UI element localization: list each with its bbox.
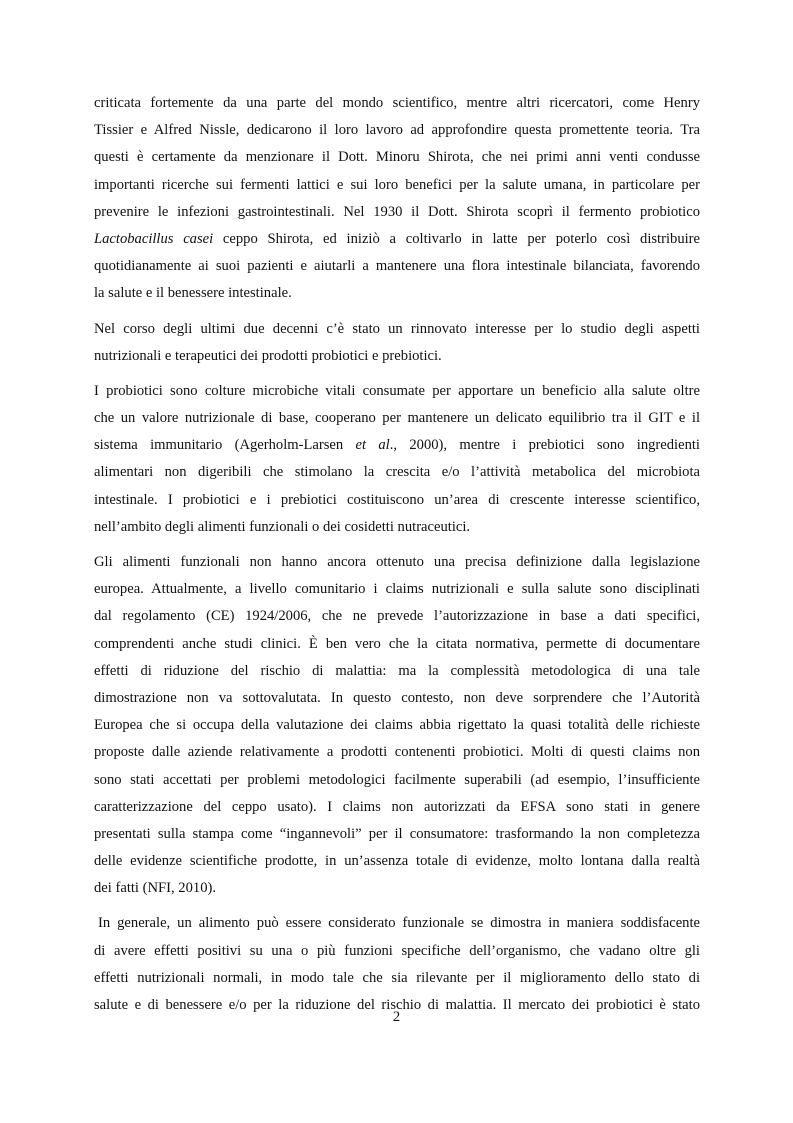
text-line	[94, 280, 700, 307]
text-run: caratterizzazione del ceppo usato). I claims non autorizzati da EFSA sono stati in genere	[94, 798, 700, 815]
text-run: effetti nutrizionali normali, in modo tale che sia rilevante per il miglioramento dello stato di	[94, 969, 700, 986]
text-line	[94, 253, 700, 280]
text-run: dei fatti (NFI, 2010).	[94, 880, 216, 897]
body-paragraph	[94, 910, 700, 1019]
text-line	[94, 658, 700, 685]
text-line	[94, 965, 700, 992]
text-run: Europea che si occupa della valutazione dei claims abbia rigettato la quasi totalità delle richieste	[94, 717, 700, 734]
text-run: Tissier e Alfred Nissle, dedicarono il loro lavoro ad approfondire questa promettente teoria. Tra	[94, 122, 700, 139]
text-run: che un valore nutrizionale di base, cooperano per mantenere un delicato equilibrio tra il GIT e il	[94, 410, 700, 427]
text-run: la salute e il benessere intestinale.	[94, 285, 292, 302]
text-line	[94, 90, 700, 117]
text-line	[94, 821, 700, 848]
text-run: di avere effetti positivi su una o più funzioni specifiche dell’organismo, che vadano oltre gli	[94, 942, 700, 959]
text-line	[94, 343, 700, 370]
body-paragraph	[94, 549, 700, 902]
body-paragraph	[94, 378, 700, 541]
text-run: Gli alimenti funzionali non hanno ancora ottenuto una precisa definizione dalla legislazione	[94, 554, 700, 570]
text-line	[94, 848, 700, 875]
text-run: europea. Attualmente, a livello comunitario i claims nutrizionali e sulla salute sono disciplinati	[94, 581, 700, 598]
text-run: sono stati accettati per problemi metodologici facilmente superabili (ad esempio, l’insufficiente	[94, 771, 700, 788]
text-run: salute e di benessere e/o per la riduzione del rischio di malattia. Il mercato dei probiotici è stato	[94, 997, 700, 1013]
text-run: dal regolamento (CE) 1924/2006, che ne prevede l’autorizzazione in base a dati specifici,	[94, 608, 700, 625]
text-line	[94, 316, 700, 343]
document-page	[94, 90, 700, 1027]
text-line	[94, 910, 700, 937]
text-run: alimentari non digeribili che stimolano la crescita e/o l’attività metabolica del microbiota	[94, 464, 700, 481]
text-run: ceppo Shirota, ed iniziò a coltivarlo in latte per poterlo così distribuire	[213, 230, 701, 247]
text-line	[94, 794, 700, 821]
text-line	[94, 631, 700, 658]
text-run: Nel corso degli ultimi due decenni c’è stato un rinnovato interesse per lo studio degli aspetti	[94, 320, 700, 337]
text-line	[94, 117, 700, 144]
text-run: importanti ricerche sui fermenti lattici e sui loro benefici per la salute umana, in particolare per	[94, 176, 700, 193]
text-run: effetti di riduzione del rischio di malattia: ma la complessità metodologica di una tale	[94, 662, 700, 679]
text-line	[94, 172, 700, 199]
text-run: nutrizionali e terapeutici dei prodotti probiotici e prebiotici.	[94, 347, 442, 364]
text-run: nell’ambito degli alimenti funzionali o dei cosidetti nutraceutici.	[94, 518, 471, 535]
text-line	[94, 378, 700, 405]
text-line	[94, 144, 700, 171]
text-run: prevenire le infezioni gastrointestinali. Nel 1930 il Dott. Shirota scoprì il fermento probiotico	[94, 203, 700, 220]
text-line	[94, 603, 700, 630]
body-paragraph	[94, 90, 700, 308]
text-run: presentati sulla stampa come “ingannevoli” per il consumatore: trasformando la non completezza	[94, 825, 700, 842]
text-line	[94, 514, 700, 541]
text-run: criticata fortemente da una parte del mondo scientifico, mentre altri ricercatori, come Henry	[94, 95, 700, 111]
text-line	[94, 576, 700, 603]
text-line	[94, 405, 700, 432]
text-run: I probiotici sono colture microbiche vitali consumate per apportare un beneficio alla salute oltre	[94, 382, 700, 399]
italic-text: et al	[355, 437, 390, 454]
text-run: proposte dalle aziende relativamente a prodotti contenenti probiotici. Molti di questi claims non	[94, 744, 700, 761]
text-run: ., 2000), mentre i prebiotici sono ingredienti	[389, 437, 700, 454]
text-run: intestinale. I probiotici e i prebiotici costituiscono un’area di crescente interesse scientifico,	[94, 491, 700, 508]
text-run: quotidianamente ai suoi pazienti e aiutarli a mantenere una flora intestinale bilanciata, favorendo	[94, 258, 700, 275]
text-run: sistema immunitario (Agerholm-Larsen	[94, 437, 356, 454]
text-line	[94, 875, 700, 902]
text-line	[94, 685, 700, 712]
text-line	[94, 487, 700, 514]
page-number: 2	[392, 1009, 401, 1025]
text-line	[94, 549, 700, 576]
text-line	[94, 712, 700, 739]
text-line	[94, 767, 700, 794]
text-line	[94, 432, 700, 459]
text-run: delle evidenze scientifiche prodotte, in un’assenza totale di evidenze, molto lontana dalla realtà	[94, 853, 700, 870]
text-line	[94, 199, 700, 226]
body-paragraph	[94, 316, 700, 370]
text-run: comprendenti anche studi clinici. È ben vero che la citata normativa, permette di documentare	[94, 635, 700, 652]
text-line	[94, 938, 700, 965]
text-run: dimostrazione non va sottovalutata. In questo contesto, non deve sorprendere che l’Autorità	[94, 689, 700, 706]
text-run: In generale, un alimento può essere considerato funzionale se dimostra in maniera soddisfacente	[98, 915, 700, 932]
text-run: questi è certamente da menzionare il Dott. Minoru Shirota, che nei primi anni venti condusse	[94, 149, 700, 166]
italic-text: Lactobacillus casei	[94, 230, 214, 247]
text-line	[94, 226, 700, 253]
text-line	[94, 739, 700, 766]
text-line	[94, 459, 700, 486]
